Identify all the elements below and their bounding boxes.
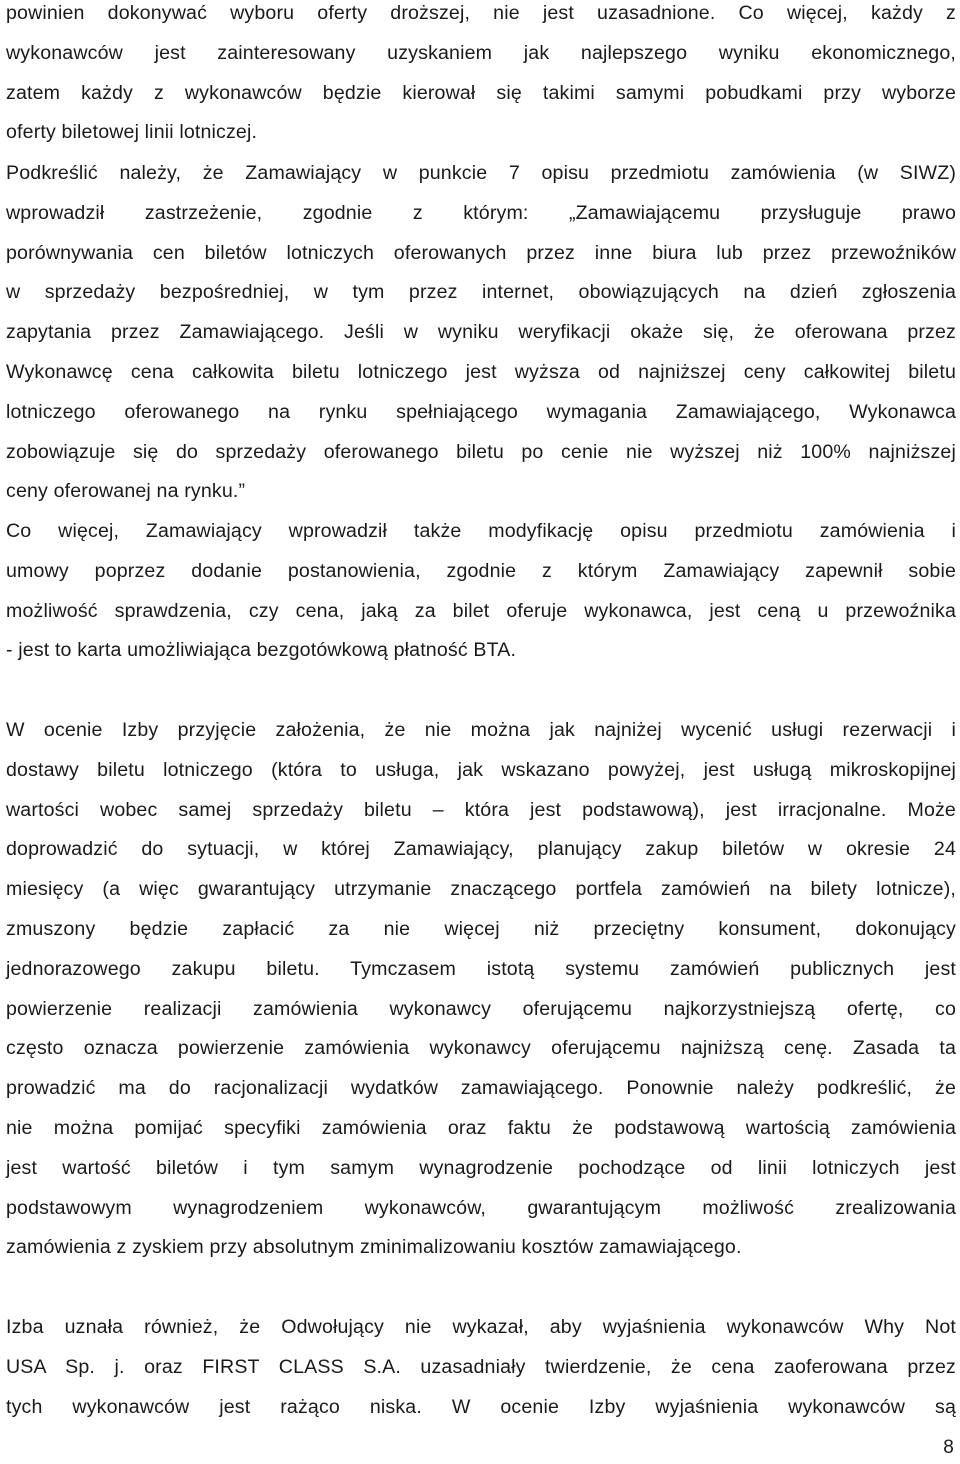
text-line: często oznacza powierzenie zamówienia wykonawcy oferującemu najniższą cenę. Zasada ta — [6, 1037, 956, 1060]
text-line: ceny oferowanej na rynku.” — [6, 480, 246, 503]
paragraph-5 — [6, 1308, 956, 1427]
text-line: tych wykonawców jest rażąco niska. W ocenie Izby wyjaśnienia wykonawców są — [6, 1395, 956, 1418]
text-line: wykonawców jest zainteresowany uzyskaniem jak najlepszego wyniku ekonomicznego, — [6, 41, 956, 64]
text-line: zamówienia z zyskiem przy absolutnym zminimalizowaniu kosztów zamawiającego. — [6, 1236, 742, 1259]
page-number: 8 — [943, 1437, 954, 1458]
text-line: doprowadzić do sytuacji, w której Zamawiający, planujący zakup biletów w okresie 24 — [6, 838, 956, 861]
text-line: - jest to karta umożliwiająca bezgotówkową płatność BTA. — [6, 639, 517, 662]
text-line: umowy poprzez dodanie postanowienia, zgodnie z którym Zamawiający zapewnił sobie — [6, 559, 956, 582]
paragraph-1 — [6, 0, 956, 153]
text-line: USA Sp. j. oraz FIRST CLASS S.A. uzasadniały twierdzenie, że cena zaoferowana przez — [6, 1355, 956, 1378]
text-line: miesięcy (a więc gwarantujący utrzymanie znaczącego portfela zamówień na bilety lotnicze), — [6, 878, 956, 901]
text-line: zatem każdy z wykonawców będzie kierował się takimi samymi pobudkami przy wyborze — [6, 81, 956, 104]
text-line: Co więcej, Zamawiający wprowadził także modyfikację opisu przedmiotu zamówienia i — [6, 520, 956, 542]
text-line: lotniczego oferowanego na rynku spełniającego wymagania Zamawiającego, Wykonawca — [6, 400, 956, 423]
text-line: W ocenie Izby przyjęcie założenia, że nie można jak najniżej wycenić usługi rezerwacji i — [6, 719, 956, 741]
text-line: zmuszony będzie zapłacić za nie więcej niż przeciętny konsument, dokonujący — [6, 917, 956, 940]
paragraph-3 — [6, 512, 956, 671]
text-line: oferty biletowej linii lotniczej. — [6, 121, 258, 144]
text-line: jest wartość biletów i tym samym wynagrodzenie pochodzące od linii lotniczych jest — [6, 1156, 956, 1179]
text-line: podstawowym wynagrodzeniem wykonawców, gwarantującym możliwość zrealizowania — [6, 1196, 956, 1219]
text-line: porównywania cen biletów lotniczych oferowanych przez inne biura lub przez przewoźników — [6, 241, 956, 264]
text-line: Wykonawcę cena całkowita biletu lotniczego jest wyższa od najniższej ceny całkowitej biletu — [6, 360, 956, 383]
text-line: wartości wobec samej sprzedaży biletu – która jest podstawową), jest irracjonalne. Może — [6, 798, 956, 821]
paragraph-4 — [6, 711, 956, 1268]
paragraph-2 — [6, 154, 956, 512]
text-line: Podkreślić należy, że Zamawiający w punkcie 7 opisu przedmiotu zamówienia (w SIWZ) — [6, 162, 956, 184]
text-line: powinien dokonywać wyboru oferty droższej, nie jest uzasadnione. Co więcej, każdy z — [6, 2, 956, 24]
text-line: dostawy biletu lotniczego (która to usługa, jak wskazano powyżej, jest usługą mikroskopijnej — [6, 758, 956, 781]
text-line: nie można pomijać specyfiki zamówienia oraz faktu że podstawową wartością zamówienia — [6, 1116, 956, 1139]
text-line: powierzenie realizacji zamówienia wykonawcy oferującemu najkorzystniejszą ofertę, co — [6, 997, 956, 1020]
text-line: zobowiązuje się do sprzedaży oferowanego biletu po cenie nie wyższej niż 100% najniższej — [6, 440, 956, 463]
text-line: w sprzedaży bezpośredniej, w tym przez internet, obowiązujących na dzień zgłoszenia — [6, 281, 956, 304]
text-line: jednorazowego zakupu biletu. Tymczasem istotą systemu zamówień publicznych jest — [6, 957, 956, 980]
text-line: prowadzić ma do racjonalizacji wydatków zamawiającego. Ponownie należy podkreślić, że — [6, 1077, 956, 1100]
text-line: zapytania przez Zamawiającego. Jeśli w wyniku weryfikacji okaże się, że oferowana przez — [6, 321, 956, 344]
text-line: wprowadził zastrzeżenie, zgodnie z którym: „Zamawiającemu przysługuje prawo — [6, 201, 956, 224]
text-line: Izba uznała również, że Odwołujący nie wykazał, aby wyjaśnienia wykonawców Why Not — [6, 1316, 956, 1338]
text-line: możliwość sprawdzenia, czy cena, jaką za bilet oferuje wykonawca, jest ceną u przewoźnika — [6, 599, 956, 622]
